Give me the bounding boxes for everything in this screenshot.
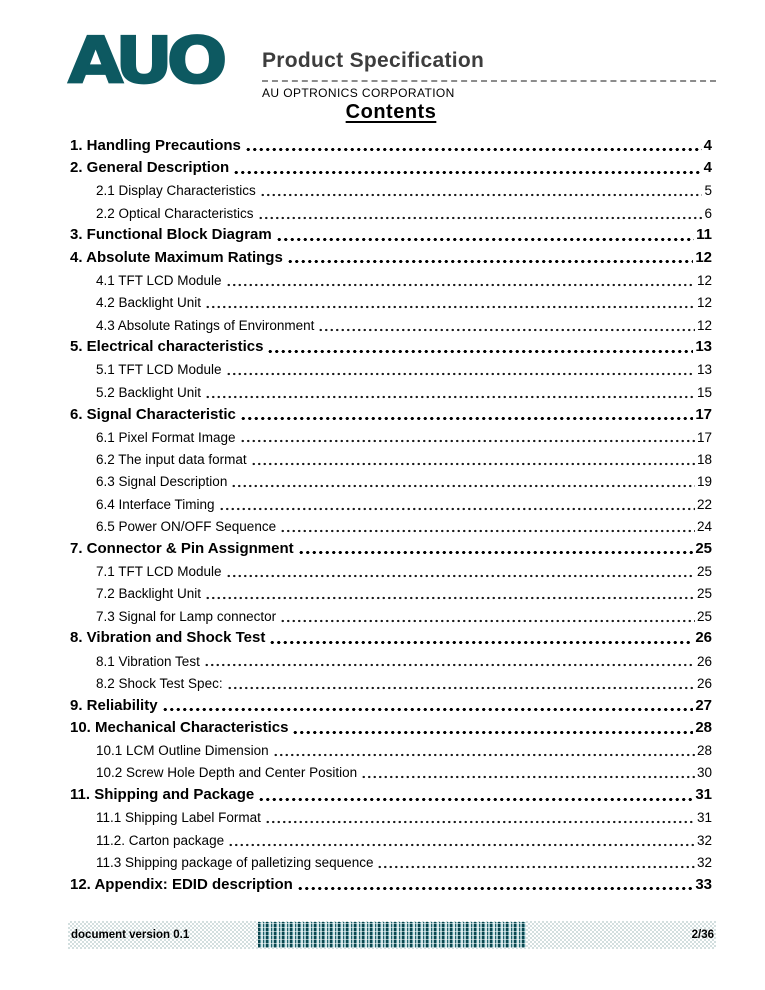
toc-entry-label: 9. Reliability xyxy=(70,696,158,714)
toc-entry-label: 7.2 Backlight Unit xyxy=(96,586,202,602)
toc-entry[interactable] xyxy=(70,311,712,333)
dot-leader xyxy=(280,619,695,623)
toc-entry[interactable] xyxy=(70,625,712,647)
toc-entry-label: 2.2 Optical Characteristics xyxy=(96,205,254,221)
footer xyxy=(68,921,716,949)
toc-entry[interactable] xyxy=(70,602,712,624)
dot-leader xyxy=(276,237,694,242)
toc-entry-label: 6.2 The input data format xyxy=(96,452,247,468)
dot-leader xyxy=(318,328,695,332)
toc-entry-page: 28 xyxy=(695,719,712,737)
dot-leader xyxy=(231,484,695,488)
dot-leader xyxy=(205,596,695,600)
toc-entry-label: 11.1 Shipping Label Format xyxy=(96,810,261,826)
toc-entry-label: 4.2 Backlight Unit xyxy=(96,295,202,311)
toc-entry-label: 5.1 TFT LCD Module xyxy=(96,362,222,378)
toc-entry-label: 8.1 Vibration Test xyxy=(96,653,200,669)
dot-leader xyxy=(292,730,693,735)
auo-logo: AUO xyxy=(68,22,222,98)
header-title-block xyxy=(262,49,716,100)
toc-entry-label: 10. Mechanical Characteristics xyxy=(70,719,289,737)
contents-heading: Contents xyxy=(345,101,437,123)
toc-entry[interactable] xyxy=(70,714,712,736)
toc-entry-page: 4 xyxy=(703,136,712,154)
toc-entry[interactable] xyxy=(70,378,712,400)
toc-entry-label: 7.1 TFT LCD Module xyxy=(96,563,222,579)
dot-leader xyxy=(280,529,695,533)
dot-leader xyxy=(267,349,693,354)
toc-entry-page: 25 xyxy=(695,539,712,557)
toc-entry[interactable] xyxy=(70,535,712,557)
dot-leader xyxy=(361,775,695,779)
toc-entry[interactable] xyxy=(70,154,712,176)
toc-entry[interactable] xyxy=(70,804,712,826)
dot-leader xyxy=(204,663,695,667)
toc-entry-page: 28 xyxy=(696,743,712,759)
toc-entry[interactable] xyxy=(70,826,712,848)
toc-entry-label: 11.3 Shipping package of palletizing sequence xyxy=(96,855,374,871)
toc-entry-label: 10.2 Screw Hole Depth and Center Position xyxy=(96,765,358,781)
toc-entry-label: 6.4 Interface Timing xyxy=(96,496,215,512)
dot-leader xyxy=(258,797,693,802)
company-name: AU OPTRONICS CORPORATION xyxy=(262,86,455,100)
toc-entry-page: 32 xyxy=(696,855,712,871)
toc-entry-label: 6.3 Signal Description xyxy=(96,474,228,490)
toc-entry-page: 26 xyxy=(695,629,712,647)
dot-leader xyxy=(219,507,695,511)
dot-leader xyxy=(245,147,702,152)
dot-leader xyxy=(226,283,695,287)
footer-page-indicator: 2/36 xyxy=(691,929,714,941)
toc-entry-page: 6 xyxy=(704,205,712,221)
toc-entry-label: 11. Shipping and Package xyxy=(70,786,255,804)
document-title: Product Specification xyxy=(262,49,716,82)
toc-entry[interactable] xyxy=(70,445,712,467)
dot-leader xyxy=(298,550,694,555)
toc-entry[interactable] xyxy=(70,132,712,154)
dot-leader xyxy=(258,216,703,220)
toc-entry-page: 25 xyxy=(696,563,712,579)
toc-entry-page: 11 xyxy=(696,226,712,244)
dot-leader xyxy=(205,305,695,309)
toc-entry[interactable] xyxy=(70,266,712,288)
toc-entry-label: 8. Vibration and Shock Test xyxy=(70,629,266,647)
toc-entry-label: 6.5 Power ON/OFF Sequence xyxy=(96,519,277,535)
toc-entry-page: 27 xyxy=(695,696,712,714)
toc-entry[interactable] xyxy=(70,737,712,759)
dot-leader xyxy=(251,462,695,466)
toc-entry[interactable] xyxy=(70,781,712,803)
toc-entry-label: 7. Connector & Pin Assignment xyxy=(70,539,294,557)
dot-leader xyxy=(297,886,694,891)
toc-entry-label: 11.2. Carton package xyxy=(96,832,225,848)
dot-leader xyxy=(240,439,695,443)
footer-version: document version 0.1 xyxy=(71,929,190,941)
toc-entry[interactable] xyxy=(70,580,712,602)
toc-entry[interactable] xyxy=(70,356,712,378)
toc-entry-page: 25 xyxy=(696,586,712,602)
dot-leader xyxy=(287,259,694,264)
toc-entry-label: 5.2 Backlight Unit xyxy=(96,384,202,400)
toc-entry-page: 19 xyxy=(696,474,712,490)
toc-entry[interactable] xyxy=(70,871,712,893)
dot-leader xyxy=(226,372,695,376)
toc-entry-page: 15 xyxy=(696,384,712,400)
dot-leader xyxy=(233,170,701,175)
toc-entry-label: 1. Handling Precautions xyxy=(70,136,241,154)
toc-entry[interactable] xyxy=(70,513,712,535)
dot-leader xyxy=(226,574,695,578)
toc-entry-page: 31 xyxy=(695,786,712,804)
dot-leader xyxy=(162,707,694,712)
dot-leader xyxy=(260,193,703,197)
toc-entry-label: 6. Signal Characteristic xyxy=(70,405,236,423)
toc-entry-page: 32 xyxy=(696,832,712,848)
toc-entry[interactable] xyxy=(70,468,712,490)
toc-entry-page: 12 xyxy=(696,317,712,333)
toc-entry-label: 7.3 Signal for Lamp connector xyxy=(96,608,277,624)
dot-leader xyxy=(240,416,693,421)
dot-leader xyxy=(227,686,695,690)
dot-leader xyxy=(265,820,695,824)
toc-entry-page: 31 xyxy=(696,810,712,826)
toc-entry[interactable] xyxy=(70,177,712,199)
toc-entry[interactable] xyxy=(70,849,712,871)
toc-entry-page: 4 xyxy=(703,159,712,177)
toc-entry[interactable] xyxy=(70,647,712,669)
toc-entry-page: 33 xyxy=(695,875,712,893)
toc-entry[interactable] xyxy=(70,222,712,244)
toc-entry-label: 4.3 Absolute Ratings of Environment xyxy=(96,317,315,333)
toc-entry-label: 6.1 Pixel Format Image xyxy=(96,429,236,445)
toc-entry[interactable] xyxy=(70,759,712,781)
toc-entry-page: 12 xyxy=(696,295,712,311)
toc-entry-page: 25 xyxy=(696,608,712,624)
toc-entry-page: 22 xyxy=(696,496,712,512)
toc-entry-page: 13 xyxy=(696,362,712,378)
dot-leader xyxy=(273,753,695,757)
toc-entry[interactable] xyxy=(70,669,712,691)
toc-entry[interactable] xyxy=(70,490,712,512)
dot-leader xyxy=(269,640,693,645)
toc-entry-page: 12 xyxy=(695,248,712,266)
toc-entry-page: 5 xyxy=(704,183,712,199)
toc-entry-label: 4. Absolute Maximum Ratings xyxy=(70,248,283,266)
toc-entry-page: 17 xyxy=(695,405,712,423)
toc-entry-page: 26 xyxy=(696,675,712,691)
toc-entry-label: 10.1 LCM Outline Dimension xyxy=(96,743,269,759)
toc-entry-label: 8.2 Shock Test Spec: xyxy=(96,675,223,691)
toc-entry-label: 2.1 Display Characteristics xyxy=(96,183,256,199)
dot-leader xyxy=(377,865,695,869)
footer-watermark-pattern xyxy=(258,922,526,948)
toc-entry-label: 3. Functional Block Diagram xyxy=(70,226,272,244)
toc-entry-page: 30 xyxy=(696,765,712,781)
toc-entry[interactable] xyxy=(70,692,712,714)
toc-entry-label: 5. Electrical characteristics xyxy=(70,338,264,356)
toc-entry-label: 12. Appendix: EDID description xyxy=(70,875,293,893)
toc-entry-label: 2. General Description xyxy=(70,159,230,177)
dot-leader xyxy=(228,843,695,847)
toc-list xyxy=(70,132,712,893)
toc-entry-label: 4.1 TFT LCD Module xyxy=(96,272,222,288)
toc-entry[interactable] xyxy=(70,244,712,266)
toc-entry[interactable] xyxy=(70,199,712,221)
toc-entry[interactable] xyxy=(70,289,712,311)
toc-entry-page: 26 xyxy=(696,653,712,669)
dot-leader xyxy=(205,395,695,399)
toc-entry[interactable] xyxy=(70,334,712,356)
toc-entry[interactable] xyxy=(70,401,712,423)
toc-entry-page: 13 xyxy=(695,338,712,356)
toc-entry[interactable] xyxy=(70,423,712,445)
toc-entry-page: 12 xyxy=(696,272,712,288)
toc-entry-page: 17 xyxy=(696,429,712,445)
toc-entry-page: 24 xyxy=(696,519,712,535)
toc-entry-page: 18 xyxy=(696,452,712,468)
toc-entry[interactable] xyxy=(70,557,712,579)
